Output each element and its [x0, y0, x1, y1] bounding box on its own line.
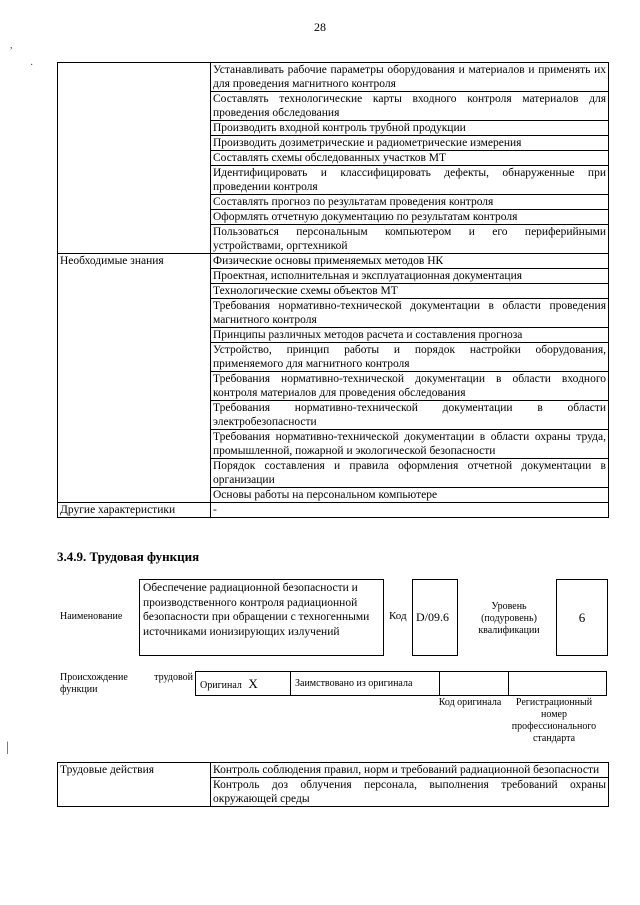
- skill-item: Идентифицировать и классифицировать дефекты, обнаруженные при проведении контроля: [211, 166, 609, 195]
- skill-item: Устанавливать рабочие параметры оборудования и материалов и применять их для проведения магнитного контроля: [211, 63, 609, 92]
- skill-item: Пользоваться персональным компьютером и его периферийными устройствами, оргтехникой: [211, 225, 609, 254]
- scan-mark: ·: [30, 60, 34, 71]
- other-characteristics-value: -: [211, 503, 609, 518]
- reg-number-label: Регистрационный номер профессионального стандарта: [511, 697, 597, 744]
- origin-label-word: трудовой: [154, 672, 193, 683]
- section-title: 3.4.9. Трудовая функция: [57, 549, 200, 564]
- original-cell: [196, 672, 291, 696]
- skill-item: Составлять схемы обследованных участков МТ: [211, 151, 609, 166]
- scan-mark: |: [6, 740, 9, 755]
- skills-knowledge-table: [57, 62, 609, 518]
- skill-item: Составлять технологические карты входного контроля материалов для проведения обследования: [211, 92, 609, 121]
- other-characteristics-label: Другие характеристики: [58, 503, 211, 518]
- original-label: Оригинал: [200, 679, 242, 691]
- labor-actions-label: Трудовые действия: [58, 763, 211, 807]
- labor-actions-table: [57, 762, 609, 807]
- skill-item: Производить дозиметрические и радиометрические измерения: [211, 136, 609, 151]
- labor-action-item: Контроль соблюдения правил, норм и требований радиационной безопасности: [211, 763, 609, 778]
- qualification-level-label: Уровень (подуровень) квалификации: [478, 601, 540, 636]
- skills-category-cell: [58, 63, 211, 254]
- code-original-cell: [440, 672, 509, 696]
- borrowed-cell: Заимствовано из оригинала: [291, 672, 440, 696]
- skill-item: Оформлять отчетную документацию по результатам контроля: [211, 210, 609, 225]
- knowledge-item: Физические основы применяемых методов НК: [211, 254, 609, 269]
- page-number: 28: [314, 20, 326, 34]
- origin-label: [60, 672, 193, 696]
- reg-number-cell: [509, 672, 607, 696]
- qualification-level-box: 6: [556, 579, 608, 656]
- knowledge-item: Устройство, принцип работы и порядок настройки оборудования, применяемого для магнитного контроля: [211, 343, 609, 372]
- knowledge-item: Порядок составления и правила оформления отчетной документации в организации: [211, 459, 609, 488]
- origin-table: [195, 671, 607, 696]
- knowledge-item: Технологические схемы объектов МТ: [211, 284, 609, 299]
- knowledge-item: Требования нормативно-технической документации в области входного контроля материалов для проведения обследования: [211, 372, 609, 401]
- original-mark: Х: [248, 675, 258, 691]
- origin-label-word: функции: [60, 684, 98, 695]
- knowledge-item: Требования нормативно-технической документации в области электробезопасности: [211, 401, 609, 430]
- knowledge-item: Требования нормативно-технической документации в области проведения магнитного контроля: [211, 299, 609, 328]
- skill-item: Производить входной контроль трубной продукции: [211, 121, 609, 136]
- knowledge-item: Основы работы на персональном компьютере: [211, 488, 609, 503]
- labor-action-item: Контроль доз облучения персонала, выполнения требований охраны окружающей среды: [211, 778, 609, 807]
- knowledge-item: Принципы различных методов расчета и составления прогноза: [211, 328, 609, 343]
- knowledge-item: Проектная, исполнительная и эксплуатационная документация: [211, 269, 609, 284]
- origin-label-word: Происхождение: [60, 672, 128, 683]
- function-code-box: D/09.6: [412, 579, 458, 656]
- name-label: Наименование: [60, 611, 123, 622]
- knowledge-label: Необходимые знания: [58, 254, 211, 503]
- scan-mark: ,: [10, 40, 13, 51]
- code-original-label: Код оригинала: [438, 697, 502, 708]
- knowledge-item: Требования нормативно-технической документации в области охраны труда, промышленной, пожарной и экологической безопасности: [211, 430, 609, 459]
- code-label: Код: [389, 610, 407, 622]
- function-name-box: Обеспечение радиационной безопасности и производственного контроля радиационной безопасности при обращении с техногенными источниками ионизирующих излучений: [139, 579, 384, 656]
- skill-item: Составлять прогноз по результатам проведения контроля: [211, 195, 609, 210]
